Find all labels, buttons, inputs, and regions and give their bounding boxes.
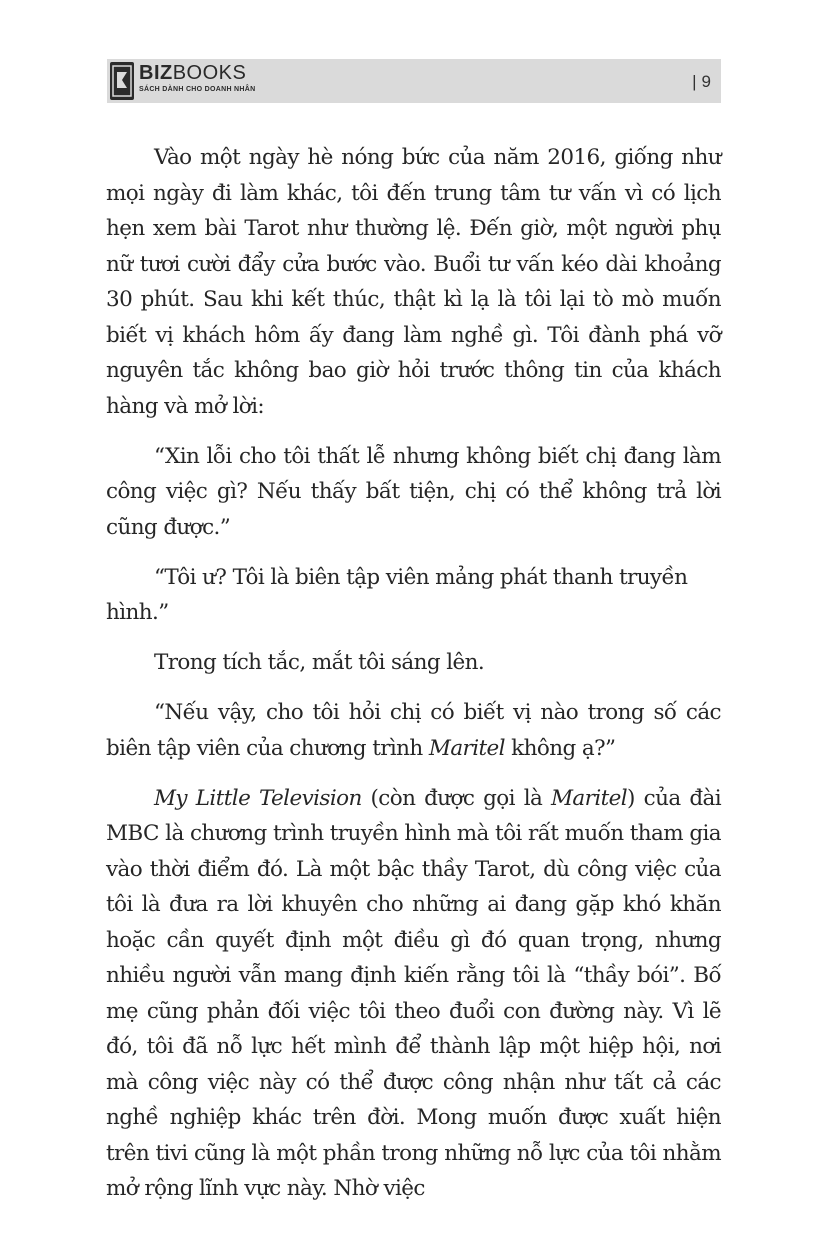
- logo-name: [139, 62, 255, 84]
- paragraph-3: “Tôi ư? Tôi là biên tập viên mảng phát thanh truyền hình.”: [106, 564, 688, 625]
- page-body: [106, 140, 721, 1221]
- paragraph-4: Trong tích tắc, mắt tôi sáng lên.: [154, 650, 485, 675]
- p6-italic-title-2: Maritel: [551, 785, 628, 811]
- p6-text-mid: (còn được gọi là: [361, 785, 552, 811]
- logo-tagline: SÁCH DÀNH CHO DOANH NHÂN: [139, 86, 256, 93]
- logo-brand: BIZ: [139, 62, 173, 84]
- paragraph-5: [106, 695, 721, 766]
- logo-brand-suffix: BOOKS: [172, 62, 247, 84]
- bizbooks-logo-icon: [110, 62, 134, 100]
- p5-text-before: “Nếu vậy, cho tôi hỏi chị có biết vị nào trong số các biên tập viên của chương trình: [106, 700, 721, 761]
- p6-text-rest: ) của đài MBC là chương trình truyền hình mà tôi rất muốn tham gia vào thời điểm đó. Là một bậc thầy Tarot, dù công việc của tôi là đưa ra lời khuyên cho những ai đang gặp khó khăn hoặc cần quyết định một điều gì đó quan trọng, nhưng nhiều người vẫn mang định kiến rằng tôi là “thầy bói”. Bố mẹ cũng phản đối việc tôi theo đuổi con đường này. Vì lẽ đó, tôi đã nỗ lực hết mình để thành lập một hiệp hội, nơi mà công việc này có thể được công nhận như tất cả các nghề nghiệp khác trên đời. Mong muốn được xuất hiện trên tivi cũng là một phần trong những nỗ lực của tôi nhằm mở rộng lĩnh vực này. Nhờ việc: [106, 785, 721, 1201]
- p5-text-after: không ạ?”: [504, 735, 616, 761]
- p6-italic-title-1: My Little Television: [154, 785, 362, 811]
- paragraph-1: Vào một ngày hè nóng bức của năm 2016, giống như mọi ngày đi làm khác, tôi đến trung tâm tư vấn vì có lịch hẹn xem bài Tarot như thường lệ. Đến giờ, một người phụ nữ tươi cười đẩy cửa bước vào. Buổi tư vấn kéo dài khoảng 30 phút. Sau khi kết thúc, thật kì lạ là tôi lại tò mò muốn biết vị khách hôm ấy đang làm nghề gì. Tôi đành phá vỡ nguyên tắc không bao giờ hỏi trước thông tin của khách hàng và mở lời:: [106, 145, 721, 419]
- logo-emblem-icon: [110, 62, 134, 100]
- page-separator: |: [692, 72, 697, 91]
- bizbooks-logo: [139, 62, 255, 94]
- paragraph-2: “Xin lỗi cho tôi thất lễ nhưng không biết chị đang làm công việc gì? Nếu thấy bất tiện, chị có thể không trả lời cũng được.”: [106, 443, 721, 540]
- paragraph-6: [106, 781, 721, 1207]
- p5-italic-title: Maritel: [428, 735, 505, 761]
- page-number: [692, 72, 711, 92]
- page-number-value: 9: [701, 72, 711, 91]
